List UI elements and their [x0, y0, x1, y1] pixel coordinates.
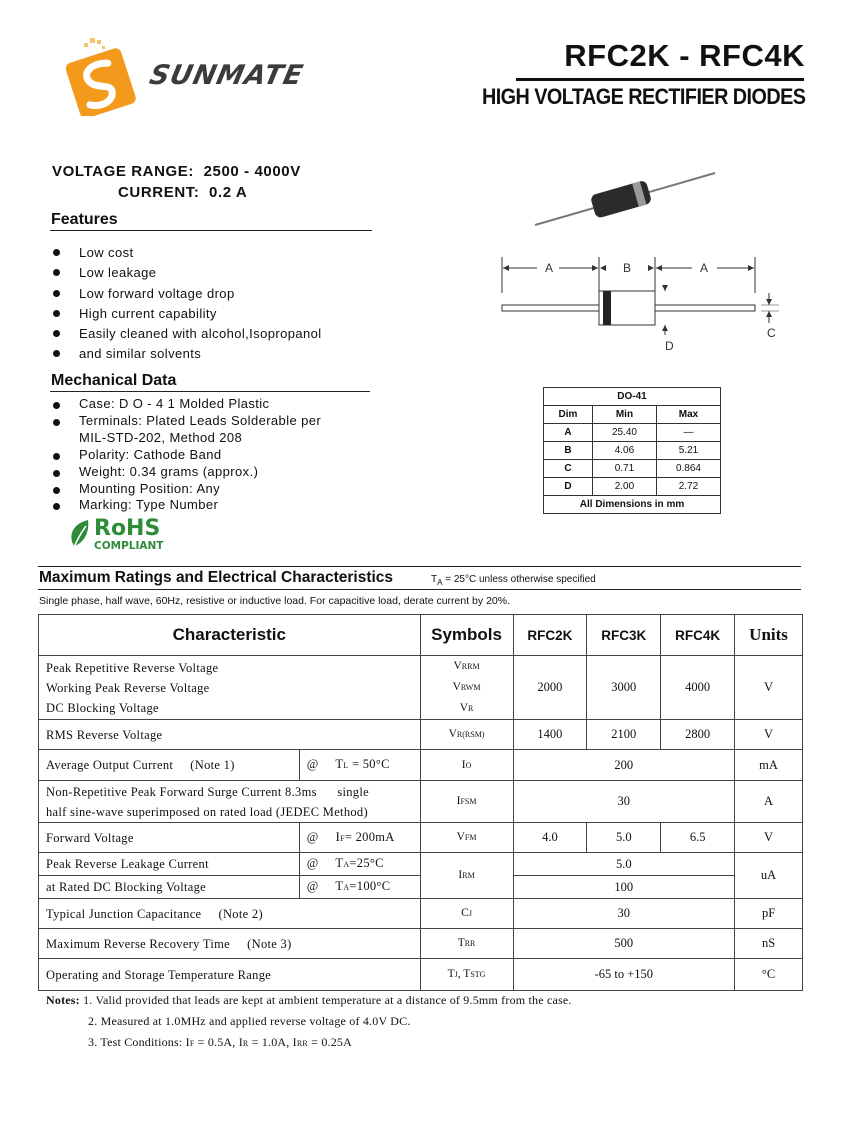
note-2: 2. Measured at 1.0MHz and applied reverse voltage of 4.0V DC. [88, 1014, 411, 1028]
condition: @ T [306, 757, 344, 771]
table-row [39, 853, 803, 876]
voltage-label: VOLTAGE RANGE: [52, 163, 195, 180]
table-cell: 4.0 [513, 823, 587, 853]
dim-label-d: D [665, 339, 674, 353]
mechanical-list [51, 396, 321, 514]
units-header: Units [735, 615, 803, 656]
symbol: , T [457, 968, 471, 980]
symbol: T [447, 968, 455, 980]
dim-label-b: B [623, 261, 632, 275]
table-row [544, 442, 721, 460]
dim-table-footer: All Dimensions in mm [544, 496, 721, 514]
list-item: and similar solvents [51, 344, 322, 364]
note-3-sub: F [189, 1039, 195, 1048]
diode-photo-icon [530, 165, 720, 235]
symbol: I [461, 758, 466, 771]
table-cell: at Rated DC Blocking Voltage [39, 876, 300, 899]
symbol: V [459, 702, 469, 714]
rohs-badge [94, 518, 163, 552]
cond-prefix: T [431, 574, 438, 585]
symbol: V [452, 681, 461, 693]
condition: @ T [306, 879, 344, 893]
table-cell [420, 750, 513, 781]
ratings-title: Maximum Ratings and Electrical Characteristics [39, 569, 394, 586]
table-row [39, 823, 803, 853]
list-item: Mounting Position: Any [51, 481, 321, 498]
symbol-sub: STG [470, 970, 486, 979]
table-cell: D [544, 478, 593, 496]
characteristic-header: Characteristic [39, 615, 421, 656]
condition: @ T [306, 856, 344, 870]
ratings-table [38, 614, 803, 991]
voltage-value: 2500 - 4000V [203, 163, 301, 180]
notes-label: Notes: [46, 993, 80, 1007]
table-cell: °C [735, 959, 803, 991]
table-cell [39, 656, 421, 720]
condition-rest: =25°C [349, 856, 384, 870]
list-item: Terminals: Plated Leads Solderable per [51, 413, 321, 430]
table-cell: Peak Reverse Leakage Current [39, 853, 300, 876]
table-cell [299, 853, 420, 876]
table-header-row [39, 615, 803, 656]
table-cell: 200 [513, 750, 735, 781]
rfc2k-header: RFC2K [513, 615, 587, 656]
table-cell: 5.0 [513, 853, 735, 876]
current-value: 0.2 A [209, 184, 248, 201]
condition: @ I [306, 829, 341, 844]
part-range-title: RFC2K - RFC4K [564, 38, 805, 73]
symbol-sub: FSM [460, 797, 477, 806]
symbol-sub: R [468, 704, 474, 713]
table-row [39, 781, 803, 823]
notes [46, 990, 572, 1054]
rohs-main-text: RoHS [94, 516, 161, 541]
table-cell: 5.0 [587, 823, 661, 853]
table-cell: 30 [513, 899, 735, 929]
table-cell [420, 656, 513, 720]
voltage-range [52, 163, 301, 180]
table-cell: V [735, 823, 803, 853]
table-cell: — [656, 424, 720, 442]
symbol-sub: J [468, 909, 472, 918]
table-cell: uA [735, 853, 803, 899]
condition-sub: A [343, 860, 350, 869]
row-label: Working Peak Reverse Voltage [46, 680, 210, 695]
table-cell: 3000 [587, 656, 661, 720]
row-label: Non-Repetitive Peak Forward Surge Current 8.3ms single [46, 784, 369, 799]
rohs-sub-text: COMPLIANT [94, 540, 164, 552]
table-cell: 2800 [661, 720, 735, 750]
features-title: Features [51, 211, 118, 228]
symbol: I [458, 869, 463, 881]
symbol-sub: R(RSM) [456, 730, 485, 739]
condition-sub: F [340, 833, 345, 843]
symbol: I [456, 795, 461, 807]
list-item: Marking: Type Number [51, 497, 321, 514]
table-cell [299, 876, 420, 899]
ratings-bottom-rule [38, 589, 801, 590]
table-cell [420, 929, 513, 959]
table-cell: 4000 [661, 656, 735, 720]
table-row [544, 460, 721, 478]
note-3-text: 3. Test Conditions: I [88, 1035, 190, 1049]
table-cell: 30 [513, 781, 735, 823]
table-cell: 6.5 [661, 823, 735, 853]
row-label: Peak Repetitive Reverse Voltage [46, 660, 219, 675]
table-cell [299, 823, 420, 853]
table-cell: V [735, 720, 803, 750]
note-1: 1. Valid provided that leads are kept at ambient temperature at a distance of 9.5mm from the case. [83, 993, 572, 1007]
symbol: V [453, 660, 462, 672]
symbol-sub: RM [462, 871, 475, 880]
dim-label-a1: A [545, 261, 554, 275]
table-cell: A [544, 424, 593, 442]
table-cell [420, 959, 513, 991]
dim-table-title: DO-41 [544, 388, 721, 406]
table-row [544, 424, 721, 442]
dimensions-table [543, 387, 721, 514]
condition-rest: = 50°C [348, 757, 390, 771]
table-row [39, 929, 803, 959]
dim-header: Dim [544, 406, 593, 424]
ratings-top-rule [38, 566, 801, 567]
list-item: High current capability [51, 304, 322, 324]
table-cell [299, 750, 420, 781]
cond-sub: A [437, 578, 443, 587]
table-row [39, 959, 803, 991]
table-cell: 2100 [587, 720, 661, 750]
max-header: Max [656, 406, 720, 424]
symbol-sub: RRM [461, 662, 480, 671]
list-item: Low forward voltage drop [51, 284, 322, 304]
table-cell: Typical Junction Capacitance (Note 2) [39, 899, 421, 929]
table-cell: 0.71 [592, 460, 656, 478]
table-cell: 1400 [513, 720, 587, 750]
table-cell: 25.40 [592, 424, 656, 442]
symbol: C [461, 907, 469, 919]
condition-sub: L [343, 761, 349, 770]
table-cell: Forward Voltage [39, 823, 300, 853]
dimension-diagram [497, 255, 787, 355]
rfc4k-header: RFC4K [661, 615, 735, 656]
mechanical-rule [50, 391, 370, 392]
ratings-note: Single phase, half wave, 60Hz, resistive or inductive load. For capacitive load, derate current by 20%. [39, 595, 510, 607]
table-cell [420, 853, 513, 899]
table-cell: V [735, 656, 803, 720]
table-row [39, 899, 803, 929]
table-cell: C [544, 460, 593, 478]
dim-label-a2: A [700, 261, 709, 275]
list-item: Weight: 0.34 grams (approx.) [51, 464, 321, 481]
table-cell: Operating and Storage Temperature Range [39, 959, 421, 991]
table-cell: RMS Reverse Voltage [39, 720, 421, 750]
brand-name: SUNMATE [146, 60, 307, 91]
table-cell: nS [735, 929, 803, 959]
table-cell [420, 899, 513, 929]
table-cell: 100 [513, 876, 735, 899]
table-cell: 4.06 [592, 442, 656, 460]
table-cell [420, 720, 513, 750]
table-cell: 500 [513, 929, 735, 959]
title-divider [516, 78, 804, 81]
symbol-sub: RR [464, 939, 476, 948]
note-3-sub: R [242, 1039, 249, 1048]
ratings-condition [431, 574, 596, 587]
list-item: Easily cleaned with alcohol,Isopropanol [51, 324, 322, 344]
symbol-sub: FM [464, 833, 477, 842]
symbol-sub: O [465, 760, 472, 770]
symbol: V [456, 831, 465, 843]
table-cell: 2.72 [656, 478, 720, 496]
table-cell: pF [735, 899, 803, 929]
symbol-sub: J [454, 970, 458, 979]
list-item: Case: D O - 4 1 Molded Plastic [51, 396, 321, 413]
table-cell: 5.21 [656, 442, 720, 460]
symbol-sub: RWM [460, 683, 481, 692]
document-subtitle: HIGH VOLTAGE RECTIFIER DIODES [481, 84, 805, 109]
row-label: half sine-wave superimposed on rated load (JEDEC Method) [46, 804, 368, 819]
current-label: CURRENT: [118, 184, 200, 201]
table-cell: Maximum Reverse Recovery Time (Note 3) [39, 929, 421, 959]
note-3-sub: RR [296, 1039, 308, 1048]
current-rating [118, 184, 247, 201]
table-cell [39, 781, 421, 823]
features-list [51, 243, 322, 365]
note-3 [46, 1032, 572, 1054]
table-row [544, 478, 721, 496]
note-3-text: = 1.0A, I [248, 1035, 297, 1049]
table-cell: Average Output Current (Note 1) [39, 750, 300, 781]
note-3-text: = 0.5A, I [194, 1035, 243, 1049]
table-cell: A [735, 781, 803, 823]
table-row [39, 750, 803, 781]
list-item: MIL-STD-202, Method 208 [79, 429, 243, 445]
condition-rest: =100°C [349, 879, 391, 893]
table-cell: 2000 [513, 656, 587, 720]
symbol: V [448, 728, 457, 740]
min-header: Min [592, 406, 656, 424]
rohs-leaf-icon [66, 518, 94, 554]
row-label: DC Blocking Voltage [46, 700, 159, 715]
rfc3k-header: RFC3K [587, 615, 661, 656]
list-item: Polarity: Cathode Band [51, 447, 321, 464]
mechanical-title: Mechanical Data [51, 372, 177, 389]
table-cell: 2.00 [592, 478, 656, 496]
table-cell: -65 to +150 [513, 959, 735, 991]
condition-rest: = 200mA [344, 829, 395, 844]
table-row [39, 656, 803, 720]
sunmate-logo-icon [62, 36, 142, 116]
list-item: Low cost [51, 243, 322, 263]
table-row [39, 720, 803, 750]
table-cell: B [544, 442, 593, 460]
table-cell [420, 781, 513, 823]
table-cell: mA [735, 750, 803, 781]
note-3-text: = 0.25A [307, 1035, 353, 1049]
features-rule [50, 230, 372, 231]
list-item: Low leakage [51, 263, 322, 283]
symbol: T [457, 937, 465, 949]
table-cell [420, 823, 513, 853]
symbols-header: Symbols [420, 615, 513, 656]
dim-label-c: C [767, 326, 776, 340]
cond-rest: = 25°C unless otherwise specified [442, 574, 596, 585]
condition-sub: A [343, 883, 350, 892]
table-cell: 0.864 [656, 460, 720, 478]
